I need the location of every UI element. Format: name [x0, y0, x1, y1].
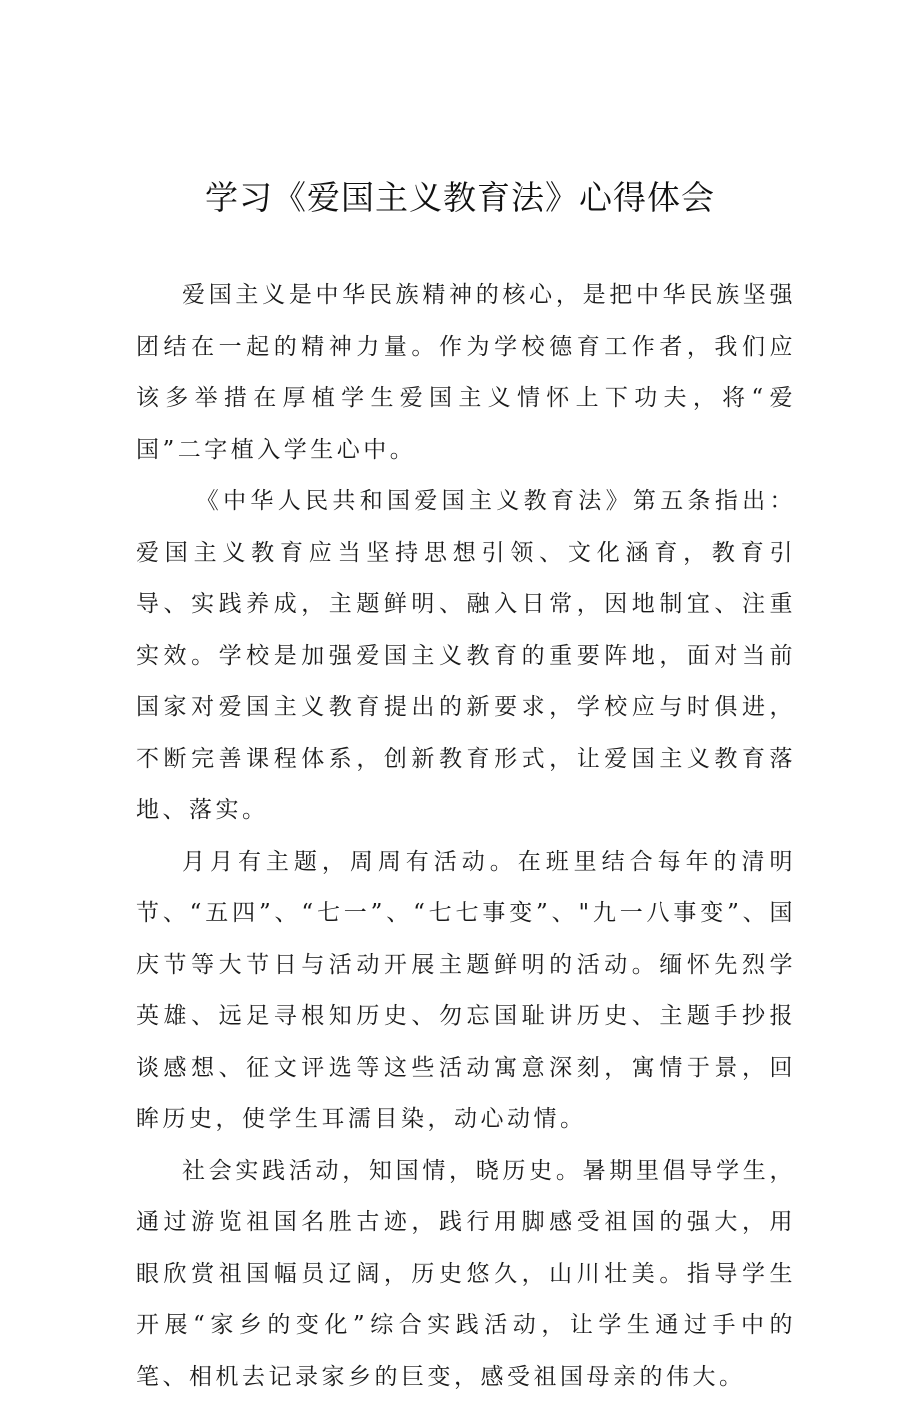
paragraph-1: 爱国主义是中华民族精神的核心，是把中华民族坚强团结在一起的精神力量。作为学校德育工作者，我们应该多举措在厚植学生爱国主义情怀上下功夫，将“爱国”二字植入学生心中。: [136, 270, 796, 476]
paragraph-2: 《中华人民共和国爱国主义教育法》第五条指出：爱国主义教育应当坚持思想引领、文化涵育，教育引导、实践养成，主题鲜明、融入日常，因地制宜、注重实效。学校是加强爱国主义教育的重要阵地，面对当前国家对爱国主义教育提出的新要求，学校应与时俱进，不断完善课程体系，创新教育形式，让爱国主义教育落地、落实。: [136, 476, 796, 837]
paragraph-4: 社会实践活动，知国情，晓历史。暑期里倡导学生，通过游览祖国名胜古迹，践行用脚感受祖国的强大，用眼欣赏祖国幅员辽阔，历史悠久，山川壮美。指导学生开展“家乡的变化”综合实践活动，让学生通过手中的笔、相机去记录家乡的巨变，感受祖国母亲的伟大。: [136, 1146, 796, 1403]
document-body: [136, 270, 796, 1403]
document-title: 学习《爱国主义教育法》心得体会: [0, 170, 920, 226]
paragraph-3: 月月有主题，周周有活动。在班里结合每年的清明节、“五四”、“七一”、“七七事变”、"九一八事变”、国庆节等大节日与活动开展主题鲜明的活动。缅怀先烈学英雄、远足寻根知历史、勿忘国耻讲历史、主题手抄报谈感想、征文评选等这些活动寓意深刻，寓情于景，回眸历史，使学生耳濡目染，动心动情。: [136, 837, 796, 1146]
